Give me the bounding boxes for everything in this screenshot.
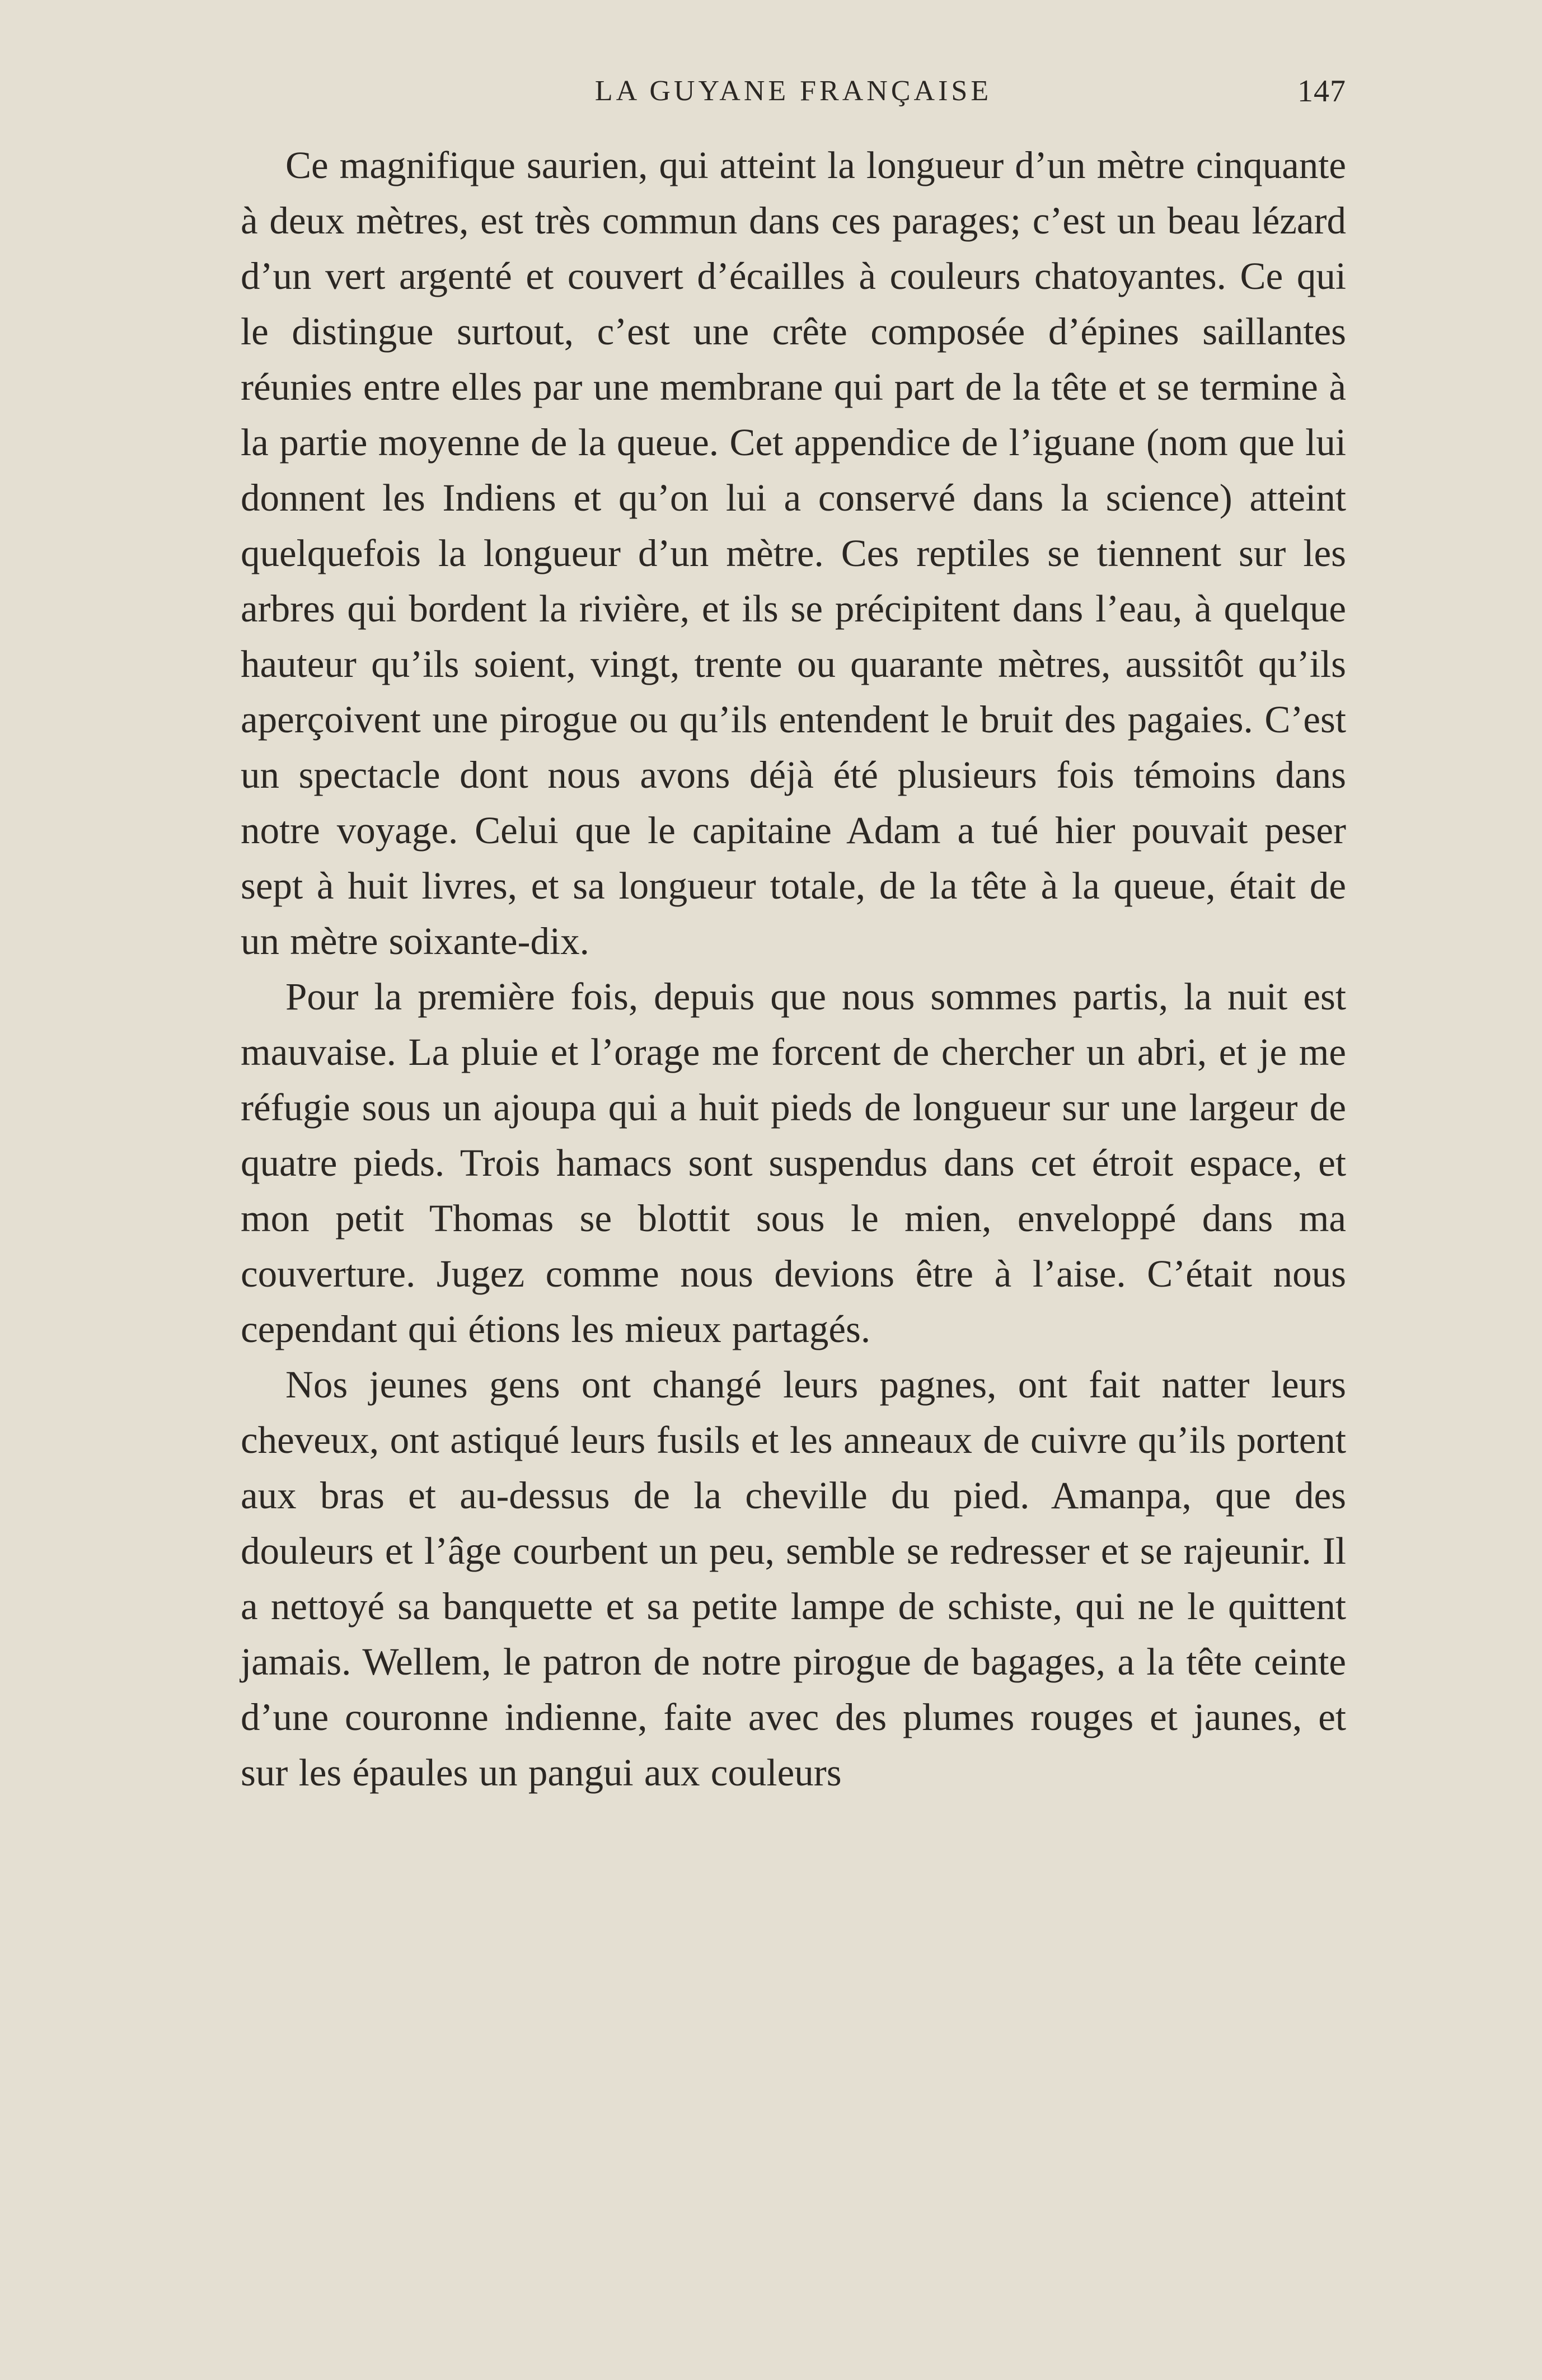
body-text: [241, 138, 1346, 1801]
running-title: LA GUYANE FRANÇAISE: [594, 75, 992, 107]
paragraph-night-storm: Pour la première fois, depuis que nous sommes partis, la nuit est mauvaise. La pluie et l’orage me forcent de chercher un abri, et je me réfugie sous un ajoupa qui a huit pieds de longueur sur une largeur de quatre pieds. Trois hamacs sont suspendus dans cet étroit espace, et mon petit Thomas se blottit sous le mien, enveloppé dans ma couverture. Jugez comme nous devions être à l’aise. C’était nous cependant qui étions les mieux partagés.: [241, 975, 1346, 1350]
paragraph-young-men: Nos jeunes gens ont changé leurs pagnes, ont fait natter leurs cheveux, ont astiqué leurs fusils et les anneaux de cuivre qu’ils portent aux bras et au-dessus de la cheville du pied. Amanpa, que des douleurs et l’âge courbent un peu, semble se redresser et se rajeunir. Il a nettoyé sa banquette et sa petite lampe de schiste, qui ne le quittent jamais. Wellem, le patron de notre pirogue de bagages, a la tête ceinte d’une couronne indienne, faite avec des plumes rouges et jaunes, et sur les épaules un pangui aux couleurs: [241, 1363, 1346, 1794]
page-number: 147: [1297, 74, 1346, 109]
paragraph-iguane: Ce magnifique saurien, qui atteint la longueur d’un mètre cinquante à deux mètres, est très commun dans ces parages; c’est un beau lézard d’un vert argenté et couvert d’écailles à couleurs chatoyantes. Ce qui le distingue surtout, c’est une crête composée d’épines saillantes réunies entre elles par une membrane qui part de la tête et se termine à la partie moyenne de la queue. Cet appendice de l’iguane (nom que lui donnent les Indiens et qu’on lui a conservé dans la science) atteint quelquefois la longueur d’un mètre. Ces reptiles se tiennent sur les arbres qui bordent la rivière, et ils se précipitent dans l’eau, à quelque hauteur qu’ils soient, vingt, trente ou quarante mètres, aussitôt qu’ils aperçoivent une pirogue ou qu’ils entendent le bruit des pagaies. C’est un spectacle dont nous avons déjà été plusieurs fois témoins dans notre voyage. Celui que le capitaine Adam a tué hier pouvait peser sept à huit livres, et sa longueur totale, de la tête à la queue, était de un mètre soixante-dix.: [241, 144, 1346, 962]
running-header: [241, 66, 1346, 116]
